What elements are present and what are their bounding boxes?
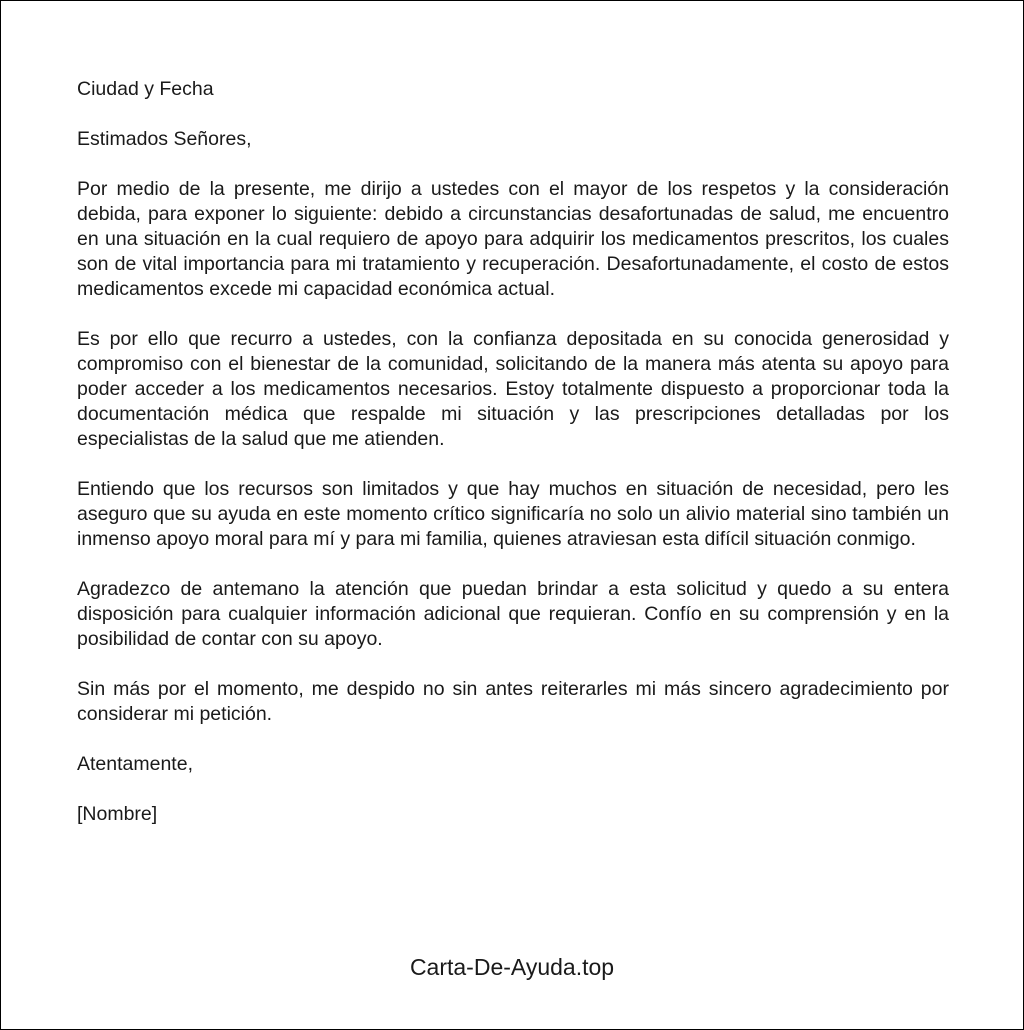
body-paragraph: Por medio de la presente, me dirijo a ustedes con el mayor de los respetos y la consideración debida, para exponer lo siguiente: debido a circunstancias desafortunadas de salud, me encuentro en una situación en la cual requiero de apoyo para adquirir los medicamentos prescritos, los cuales son de vital importancia para mi tratamiento y recuperación. Desafortunadamente, el costo de estos medicamentos excede mi capacidad económica actual. xyxy=(77,178,949,300)
body-paragraph: Agradezco de antemano la atención que puedan brindar a esta solicitud y quedo a su entera disposición para cualquier información adicional que requieran. Confío en su comprensión y en la posibilidad de contar con su apoyo. xyxy=(77,578,949,650)
body-paragraph: Es por ello que recurro a ustedes, con la confianza depositada en su conocida generosidad y compromiso con el bienestar de la comunidad, solicitando de la manera más atenta su apoyo para poder acceder a los medicamentos necesarios. Estoy totalmente dispuesto a proporcionar toda la documentación médica que respalde mi situación y las prescripciones detalladas por los especialistas de la salud que me atienden. xyxy=(77,328,949,450)
footer-site-name: Carta-De-Ayuda.top xyxy=(409,954,615,980)
salutation: Estimados Señores, xyxy=(77,128,252,150)
body-paragraph: Sin más por el momento, me despido no sin antes reiterarles mi más sincero agradecimiento por considerar mi petición. xyxy=(77,678,949,725)
closing: Atentamente, xyxy=(77,753,193,775)
place-date: Ciudad y Fecha xyxy=(77,78,214,100)
letter-body xyxy=(77,77,949,852)
body-paragraph: Entiendo que los recursos son limitados y que hay muchos en situación de necesidad, pero les aseguro que su ayuda en este momento crítico significaría no solo un alivio material sino también un inmenso apoyo moral para mí y para mi familia, quienes atraviesan esta difícil situación conmigo. xyxy=(77,478,949,550)
signature-placeholder: [Nombre] xyxy=(77,803,158,825)
